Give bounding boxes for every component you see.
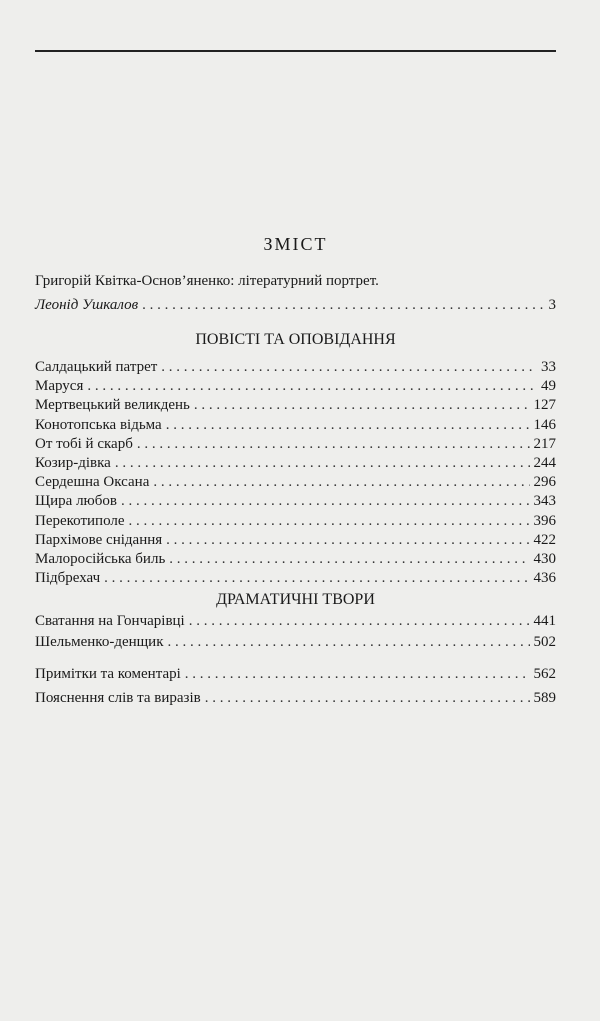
toc-entry-page: 396: [533, 512, 556, 529]
toc-entry[interactable]: [35, 358, 556, 377]
toc-entry[interactable]: [35, 512, 556, 531]
toc-entry-page: 3: [548, 297, 556, 313]
toc-entry-label: Шельменко-денщик: [35, 634, 164, 650]
toc-entry-appendix[interactable]: [35, 665, 556, 684]
toc-entry-page: 436: [533, 570, 556, 587]
leader-dots: [205, 689, 530, 708]
toc-entry-page: 441: [533, 613, 556, 629]
toc-entry[interactable]: [35, 435, 556, 454]
toc-entry[interactable]: [35, 531, 556, 550]
toc-entry-appendix[interactable]: [35, 689, 556, 708]
section-heading-drama: ДРАМАТИЧНІ ТВОРИ: [216, 591, 375, 608]
toc-entry-page: 217: [533, 435, 556, 452]
toc-entry-label: Мертвецький великдень: [35, 397, 190, 414]
toc-entry[interactable]: [35, 492, 556, 511]
leader-dots: [161, 358, 537, 377]
toc-entry[interactable]: [35, 550, 556, 569]
leader-dots: [185, 665, 530, 684]
toc-entry-page: 343: [533, 493, 556, 510]
toc-entry-label: Щира любов: [35, 493, 117, 510]
toc-entry-label: Леонід Ушкалов: [35, 297, 139, 313]
leader-dots: [169, 550, 529, 569]
toc-entry-label: Маруся: [35, 378, 84, 395]
toc-entry[interactable]: [35, 454, 556, 473]
leader-dots: [166, 416, 530, 435]
toc-entry-label: Примітки та коментарі: [35, 666, 181, 682]
toc-entry-page: 502: [533, 634, 556, 650]
toc-entry-page: 562: [533, 666, 556, 682]
toc-entry-label: Пояснення слів та виразів: [35, 690, 201, 706]
toc-entry-label: Малоросійська биль: [35, 551, 166, 567]
toc-entry-page: 430: [533, 551, 556, 567]
toc-entry-label: Підбрехач: [35, 570, 101, 587]
header-rule: [35, 50, 556, 52]
toc-entry[interactable]: [35, 377, 556, 396]
leader-dots: [166, 531, 529, 550]
section-heading-stories: ПОВІСТІ ТА ОПОВІДАННЯ: [195, 331, 396, 348]
leader-dots: [129, 512, 530, 531]
toc-entry-label: Сердешна Оксана: [35, 474, 150, 491]
toc-entry-label: Конотопська відьма: [35, 416, 162, 433]
leader-dots: [137, 435, 530, 454]
leader-dots: [87, 377, 537, 396]
toc-entry[interactable]: [35, 633, 556, 652]
intro-title: Григорій Квітка-Основ’яненко: літературний портрет.: [35, 273, 379, 289]
toc-entry-page: 422: [533, 531, 556, 548]
toc-entry-label: Перекотиполе: [35, 512, 125, 529]
toc-entry-label: Козир-дівка: [35, 455, 111, 471]
toc-entry-page: 127: [533, 397, 556, 414]
toc-entry-label: Салдацький патрет: [35, 359, 158, 375]
leader-dots: [115, 454, 530, 473]
toc-entry[interactable]: [35, 416, 556, 435]
leader-dots: [104, 569, 529, 588]
toc-entry-label: Пархімове снідання: [35, 531, 163, 548]
leader-dots: [194, 396, 530, 415]
leader-dots: [153, 473, 529, 492]
leader-dots: [168, 633, 530, 652]
leader-dots: [189, 612, 530, 631]
page-title: ЗМІСТ: [263, 234, 328, 254]
toc-entry-page: 296: [533, 474, 556, 491]
toc-entry-page: 589: [533, 690, 556, 706]
toc-entry-page: 33: [541, 359, 556, 375]
toc-entry[interactable]: [35, 473, 556, 492]
toc-entry-label: От тобі й скарб: [35, 435, 133, 452]
toc-entry-intro[interactable]: [35, 296, 556, 315]
leader-dots: [121, 492, 530, 511]
toc-entry-page: 244: [533, 455, 556, 471]
toc-entry-page: 146: [533, 416, 556, 433]
toc-entry[interactable]: [35, 396, 556, 415]
toc-entry-page: 49: [541, 378, 556, 395]
leader-dots: [142, 296, 544, 315]
toc-entry[interactable]: [35, 612, 556, 631]
toc-entry[interactable]: [35, 569, 556, 588]
toc-entry-label: Сватання на Гончарівці: [35, 613, 185, 629]
